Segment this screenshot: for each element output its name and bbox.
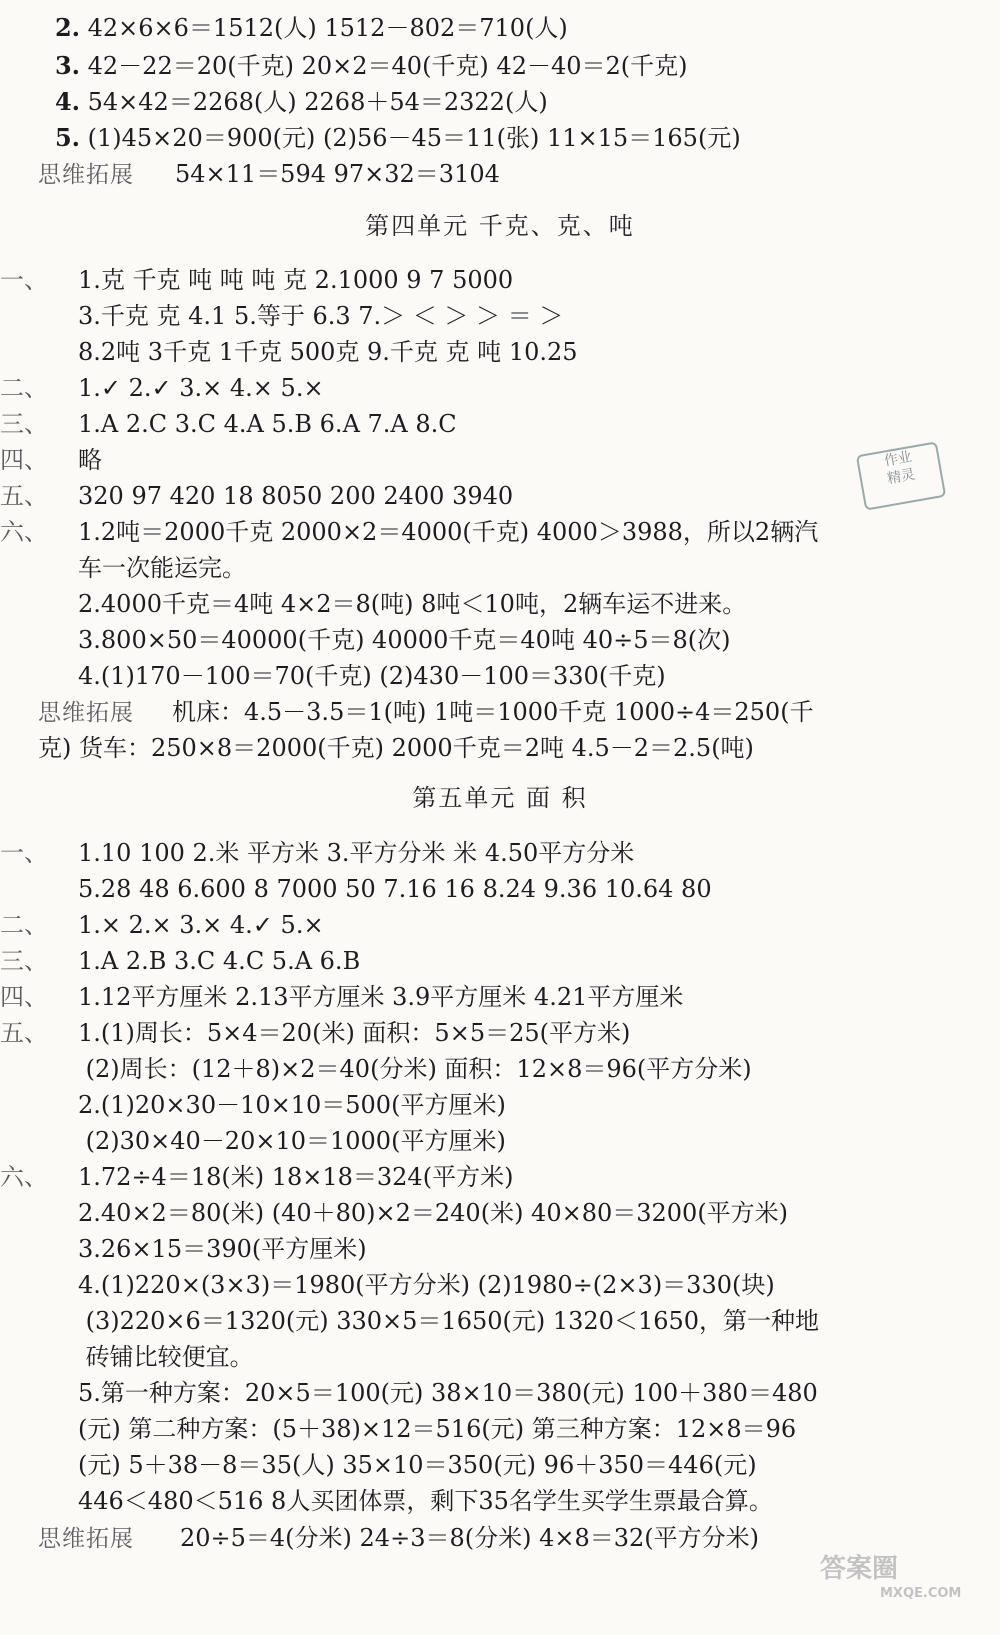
answer-line: 4.(1)220×(3×3)＝1980(平方分米) (2)1980÷(2×3)＝330(块) — [78, 1271, 775, 1299]
answer-line: (元) 第二种方案：(5＋38)×12＝516(元) 第三种方案：12×8＝96 — [78, 1415, 797, 1443]
answer-line: 3.800×50＝40000(千克) 40000千克＝40吨 40÷5＝8(次) — [78, 626, 731, 654]
answer-line: 3. 42－22＝20(千克) 20×2＝40(千克) 42－40＝2(千克) — [54, 51, 688, 80]
answer-line: 8.2吨 3千克 1千克 500克 9.千克 克 吨 10.25 — [78, 338, 578, 366]
section-heading: 第四单元 千克、克、吨 — [365, 212, 635, 240]
answer-line: 5.第一种方案：20×5＝100(元) 38×10＝380(元) 100＋380＝480 — [78, 1379, 818, 1407]
thinking-line: 20÷5＝4(分米) 24÷3＝8(分米) 4×8＝32(平方分米) — [180, 1524, 759, 1552]
answer-line: (3)220×6＝1320(元) 330×5＝1650(元) 1320＜1650，第一种地 — [78, 1307, 820, 1335]
answer-line: 六、 1.2吨＝2000千克 2000×2＝4000(千克) 4000＞3988，所以2辆汽 — [0, 518, 819, 546]
answer-line: 2.40×2＝80(米) (40＋80)×2＝240(米) 40×80＝3200(平方米) — [78, 1199, 789, 1227]
answer-line: 446＜480＜516 8人买团体票，剩下35名学生买学生票最合算。 — [78, 1487, 773, 1515]
thinking-label: 思维拓展 — [38, 700, 134, 726]
answer-line: 一、 1.克 千克 吨 吨 吨 克 2.1000 9 7 5000 — [0, 266, 514, 294]
answer-line: 3.千克 克 4.1 5.等于 6.3 7.＞ ＜ ＞ ＞ ＝ ＞ — [78, 302, 564, 330]
answer-line: 5.28 48 6.600 8 7000 50 7.16 16 8.24 9.36 10.64 80 — [78, 875, 712, 903]
answer-line: (2)周长：(12＋8)×2＝40(分米) 面积：12×8＝96(平方分米) — [78, 1055, 752, 1083]
answer-line: 4.(1)170－100＝70(千克) (2)430－100＝330(千克) — [78, 662, 666, 690]
answer-line: 五、 320 97 420 18 8050 200 2400 3940 — [0, 482, 514, 510]
answer-line: 三、 1.A 2.B 3.C 4.C 5.A 6.B — [0, 947, 361, 975]
answer-line: 2. 42×6×6＝1512(人) 1512－802＝710(人) — [54, 13, 568, 42]
answer-line: 2.4000千克＝4吨 4×2＝8(吨) 8吨＜10吨，2辆车运不进来。 — [78, 590, 747, 618]
answer-line: 4. 54×42＝2268(人) 2268＋54＝2322(人) — [54, 87, 548, 116]
answer-line: 五、 1.(1)周长：5×4＝20(米) 面积：5×5＝25(平方米) — [0, 1019, 631, 1047]
thinking-label: 思维拓展 — [38, 162, 134, 188]
answer-line: (元) 5＋38－8＝35(人) 35×10＝350(元) 96＋350＝446(元) — [78, 1451, 757, 1479]
answer-line: 二、 1.✓ 2.✓ 3.× 4.× 5.× — [0, 374, 324, 402]
answer-line: 5. (1)45×20＝900(元) (2)56－45＝11(张) 11×15＝165(元) — [54, 123, 741, 152]
answer-line: (2)30×40－20×10＝1000(平方厘米) — [78, 1127, 506, 1155]
thinking-line: 54×11＝594 97×32＝3104 — [175, 160, 500, 188]
answer-line: 3.26×15＝390(平方厘米) — [78, 1235, 367, 1263]
thinking-label: 思维拓展 — [38, 1526, 134, 1552]
answer-line: 二、 1.× 2.× 3.× 4.✓ 5.× — [0, 911, 324, 939]
answer-line: 四、 略 — [0, 446, 102, 474]
answer-line: 一、 1.10 100 2.米 平方米 3.平方分米 米 4.50平方分米 — [0, 839, 635, 867]
stamp-logo: 作业 精灵 — [856, 441, 946, 510]
answer-line: 四、 1.12平方厘米 2.13平方厘米 3.9平方厘米 4.21平方厘米 — [0, 983, 684, 1011]
watermark-logo: 答案圈 MXQE.COM — [820, 1554, 962, 1601]
section-heading: 第五单元 面 积 — [412, 784, 588, 812]
answer-line: 2.(1)20×30－10×10＝500(平方厘米) — [78, 1091, 506, 1119]
answer-line: 三、 1.A 2.C 3.C 4.A 5.B 6.A 7.A 8.C — [0, 410, 457, 438]
thinking-line: 机床：4.5－3.5＝1(吨) 1吨＝1000千克 1000÷4＝250(千 — [172, 698, 814, 726]
answer-line: 六、 1.72÷4＝18(米) 18×18＝324(平方米) — [0, 1163, 514, 1191]
answer-line: 砖铺比较便宜。 — [78, 1343, 254, 1371]
answer-line: 车一次能运完。 — [78, 554, 246, 582]
thinking-line: 克) 货车：250×8＝2000(千克) 2000千克＝2吨 4.5－2＝2.5(吨) — [38, 734, 754, 762]
